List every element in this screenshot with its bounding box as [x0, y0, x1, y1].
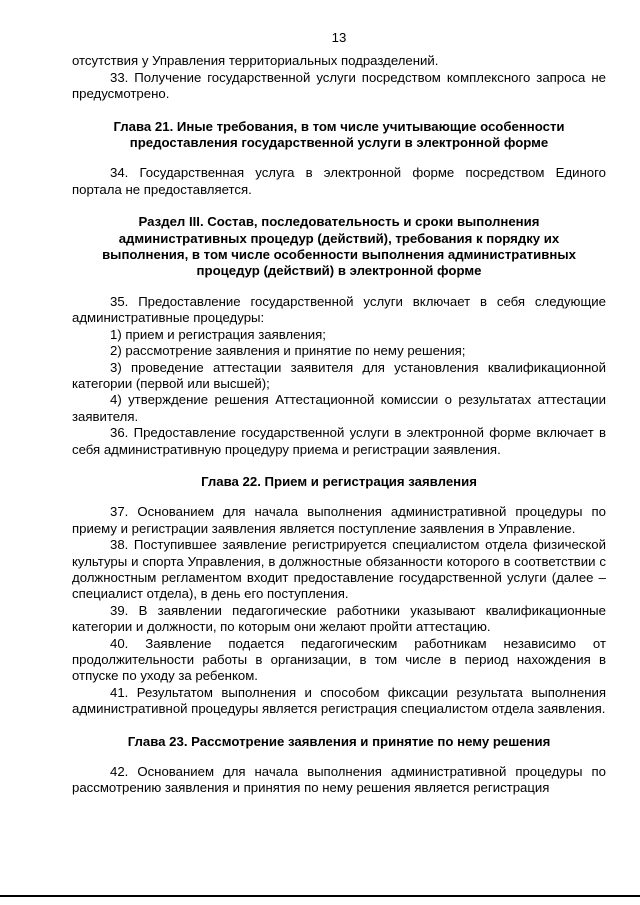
- page-bottom-border: [0, 895, 640, 897]
- paragraph-37: 37. Основанием для начала выполнения административной процедуры по приему и регистрации заявления является поступление заявления в Управление.: [72, 504, 606, 536]
- document-page: [72, 30, 606, 797]
- paragraph-36: 36. Предоставление государственной услуги в электронной форме включает в себя административную процедуру приема и регистрации заявления.: [72, 425, 606, 457]
- paragraph-42: 42. Основанием для начала выполнения административной процедуры по рассмотрению заявления и принятия по нему решения является регистрация: [72, 764, 606, 796]
- paragraph-continuation: отсутствия у Управления территориальных подразделений.: [72, 53, 439, 69]
- list-item-35-1: 1) прием и регистрация заявления;: [110, 326, 326, 342]
- list-item-35-3: 3) проведение аттестации заявителя для установления квалификационной категории (первой или высшей);: [72, 359, 606, 391]
- chapter-21-heading: Глава 21. Иные требования, в том числе учитывающие особенности предоставления государственной услуги в электронной форме: [113, 118, 565, 151]
- paragraph-40: 40. Заявление подается педагогическим работникам независимо от продолжительности работы в организации, в том числе в период нахождения в отпуске по уходу за ребенком.: [72, 635, 606, 684]
- list-item-35-2: 2) рассмотрение заявления и принятие по нему решения;: [110, 343, 466, 359]
- paragraph-39: 39. В заявлении педагогические работники указывают квалификационные категории и должности, по которым они желают пройти аттестацию.: [72, 602, 606, 635]
- paragraph-41: 41. Результатом выполнения и способом фиксации результата выполнения административной процедуры является регистрация специалистом отдела заявления.: [72, 684, 606, 717]
- chapter-23-heading: Глава 23. Рассмотрение заявления и принятие по нему решения: [127, 733, 551, 749]
- page-number: 13: [331, 30, 347, 45]
- paragraph-38: 38. Поступившее заявление регистрируется специалистом отдела физической культуры и спорта Управления, в должностные обязанности которого в соответствии с должностным регламентом входит предоставление государственной услуги (далее – специалист отдела), в день его поступления.: [72, 537, 606, 602]
- paragraph-33: 33. Получение государственной услуги посредством комплексного запроса не предусмотрено.: [72, 69, 606, 102]
- section-3-heading: Раздел III. Состав, последовательность и сроки выполнения административных процедур (действий), требования к порядку их выполнения, в том числе особенности выполнения административных процедур (действий) в электронной форме: [102, 214, 576, 279]
- paragraph-35: 35. Предоставление государственной услуги включает в себя следующие административные процедуры:: [72, 293, 606, 326]
- paragraph-34: 34. Государственная услуга в электронной форме посредством Единого портала не предоставляется.: [72, 165, 606, 197]
- list-item-35-4: 4) утверждение решения Аттестационной комиссии о результатах аттестации заявителя.: [72, 392, 606, 424]
- chapter-22-heading: Глава 22. Прием и регистрация заявления: [201, 473, 477, 489]
